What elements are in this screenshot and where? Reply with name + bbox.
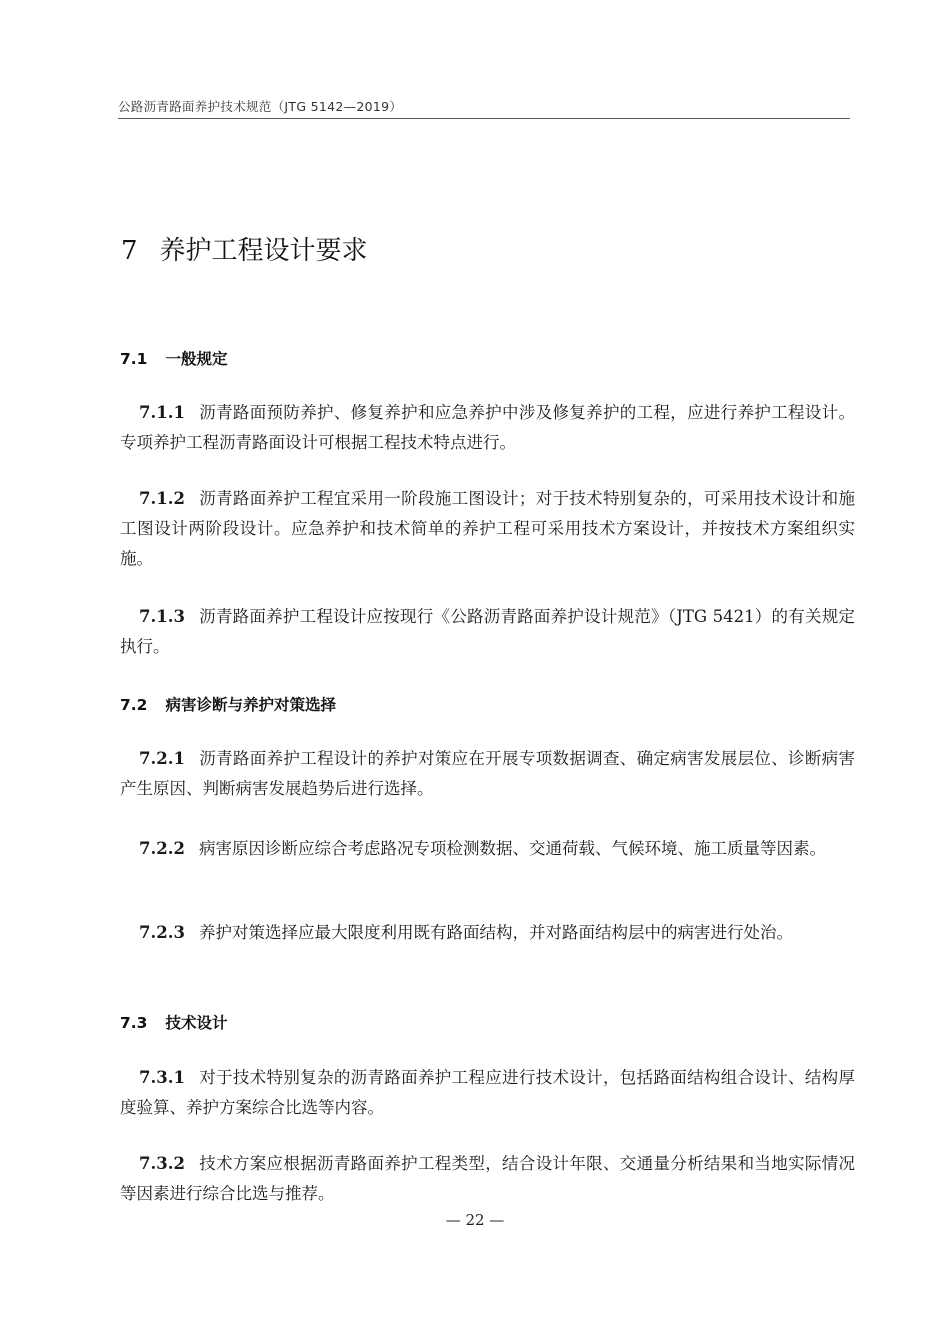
header-rule (118, 118, 850, 119)
section-title: 一般规定 (165, 350, 228, 368)
clause-number: 7.2.2 (139, 839, 185, 858)
clause-text: 对于技术特别复杂的沥青路面养护工程应进行技术设计，包括路面结构组合设计、结构厚度验算、养护方案综合比选等内容。 (120, 1068, 855, 1117)
clause-text: 病害原因诊断应综合考虑路况专项检测数据、交通荷载、气候环境、施工质量等因素。 (198, 839, 826, 858)
clause-text: 沥青路面养护工程设计的养护对策应在开展专项数据调查、确定病害发展层位、诊断病害产生原因、判断病害发展趋势后进行选择。 (120, 749, 855, 798)
section-heading-7-3 (120, 1011, 227, 1033)
clause-text: 养护对策选择应最大限度利用既有路面结构，并对路面结构层中的病害进行处治。 (198, 923, 793, 942)
clause-7-1-1 (120, 398, 855, 458)
section-heading-7-1 (120, 347, 227, 369)
clause-7-2-1 (120, 744, 855, 804)
clause-number: 7.1.3 (139, 607, 185, 626)
clause-7-3-2 (120, 1149, 855, 1209)
section-heading-7-2 (120, 693, 336, 715)
section-number: 7.1 (120, 350, 148, 368)
clause-number: 7.2.3 (139, 923, 185, 942)
clause-number: 7.2.1 (139, 749, 185, 768)
clause-7-2-2 (120, 834, 855, 864)
page-number: — 22 — (445, 1211, 505, 1229)
clause-7-2-3 (120, 918, 855, 948)
section-title: 技术设计 (165, 1014, 228, 1032)
clause-7-1-2 (120, 484, 855, 574)
clause-number: 7.3.1 (139, 1068, 185, 1087)
section-number: 7.3 (120, 1014, 148, 1032)
chapter-number: 7 (121, 236, 138, 266)
clause-text: 技术方案应根据沥青路面养护工程类型，结合设计年限、交通量分析结果和当地实际情况等因素进行综合比选与推荐。 (120, 1154, 855, 1203)
clause-text: 沥青路面养护工程宜采用一阶段施工图设计；对于技术特别复杂的，可采用技术设计和施工图设计两阶段设计。应急养护和技术简单的养护工程可采用技术方案设计，并按技术方案组织实施。 (120, 489, 855, 568)
clause-7-3-1 (120, 1063, 855, 1123)
section-title: 病害诊断与养护对策选择 (165, 696, 336, 714)
chapter-title-text: 养护工程设计要求 (159, 236, 368, 266)
clause-text: 沥青路面养护工程设计应按现行《公路沥青路面养护设计规范》（JTG 5421）的有关规定执行。 (120, 607, 855, 656)
clause-number: 7.3.2 (139, 1154, 185, 1173)
running-header: 公路沥青路面养护技术规范（JTG 5142—2019） (118, 99, 403, 114)
chapter-title (121, 230, 368, 267)
clause-number: 7.1.2 (139, 489, 185, 508)
clause-text: 沥青路面预防养护、修复养护和应急养护中涉及修复养护的工程，应进行养护工程设计。专项养护工程沥青路面设计可根据工程技术特点进行。 (120, 403, 855, 452)
clause-7-1-3 (120, 602, 855, 662)
clause-number: 7.1.1 (139, 403, 185, 422)
section-number: 7.2 (120, 696, 148, 714)
